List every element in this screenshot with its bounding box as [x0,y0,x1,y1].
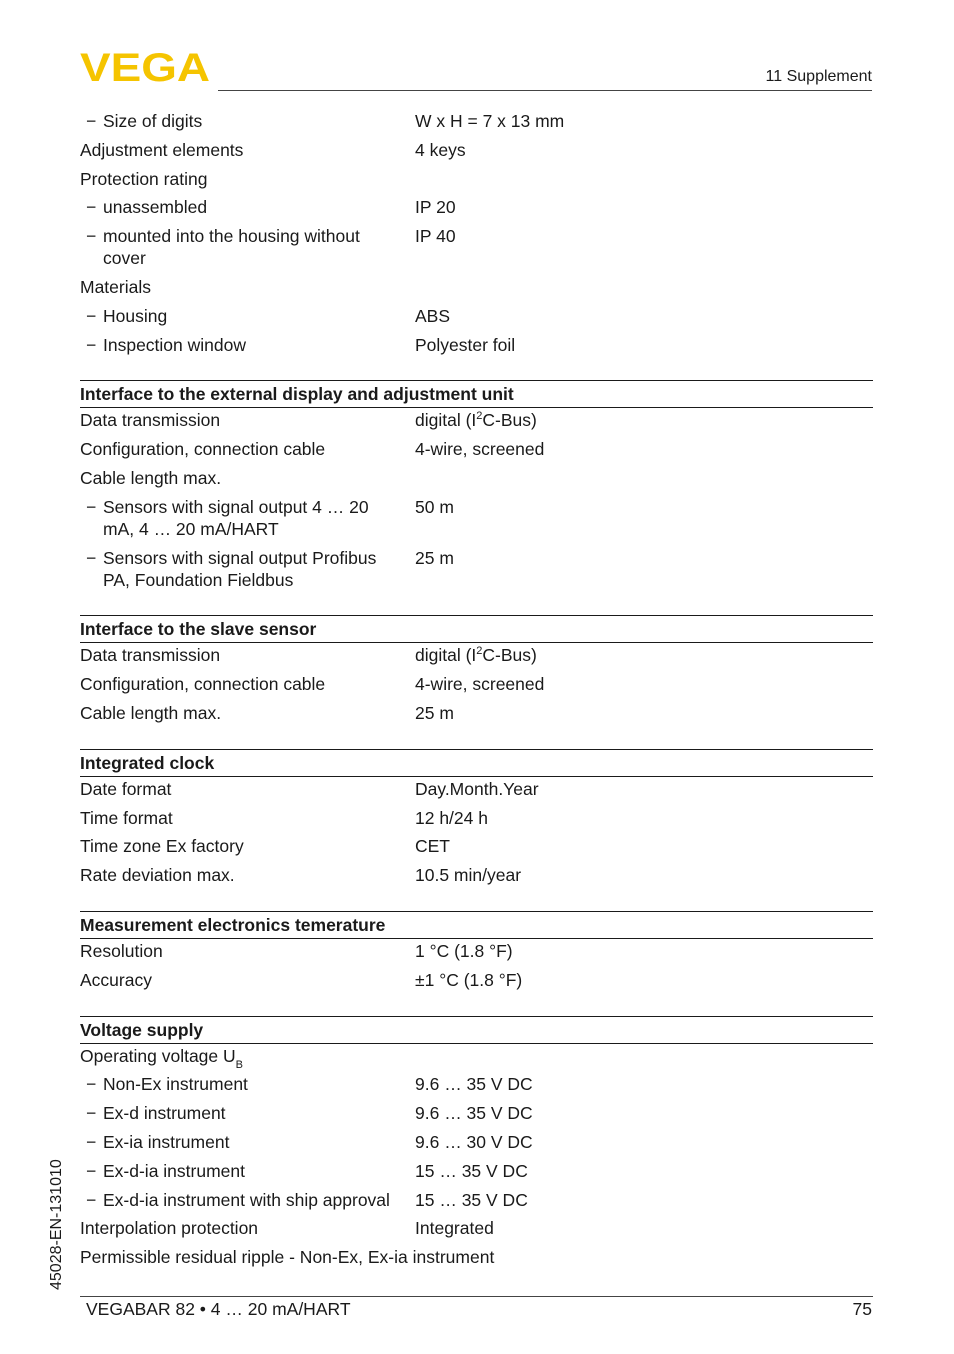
spec-label: Time format [80,807,173,828]
spec-label: − Ex-ia instrument [80,1131,403,1153]
spec-label: Cable length max. [80,702,222,723]
spec-label: − Non-Ex instrument [80,1073,403,1095]
spec-row [80,969,873,998]
section-heading: Measurement electronics temerature [80,911,873,939]
spec-value: 1 °C (1.8 °F) [415,940,513,961]
spec-label: Configuration, connection cable [80,439,326,460]
spec-sub-row [80,1131,873,1160]
spec-label: Materials [80,276,151,297]
spec-value: Polyester foil [415,334,516,355]
spec-value: digital $(I^2C-Bus)$ [415,410,537,431]
spec-label: − mounted into the housing without cover [80,225,403,269]
spec-label: Protection rating [80,168,208,189]
spec-table [80,110,873,1275]
spec-value: CET [415,836,450,857]
spec-sub-row [80,1189,873,1218]
spec-label: − Housing [80,305,403,327]
spec-label: Accuracy [80,969,152,990]
footer-product: VEGABAR 82 • 4 … 20 mA/HART [86,1299,351,1319]
spec-label: − Ex-d-ia instrument [80,1160,403,1182]
spec-row [80,1045,873,1074]
spec-value: 10.5 min/year [415,865,522,886]
spec-row [80,467,873,496]
spec-value: 50 m [415,496,454,517]
spec-value: 25 m [415,547,454,568]
section-heading: Interface to the slave sensor [80,615,873,643]
spec-value: 15 … 35 V DC [415,1160,528,1181]
spec-value: 4-wire, screened [415,674,545,695]
spec-value: ABS [415,305,451,326]
section-label: 11 Supplement [765,68,872,85]
spec-row [80,807,873,836]
spec-row [80,139,873,168]
footer-rule [80,1296,873,1297]
spec-value: 4-wire, screened [415,439,545,460]
spec-label: − Inspection window [80,334,403,356]
spec-row [80,940,873,969]
header-rule [218,90,872,91]
spec-value: digital $(I^2C-Bus)$ [415,645,537,666]
spec-label: Data transmission [80,410,221,431]
spec-value: 4 keys [415,139,466,160]
section-heading: Voltage supply [80,1016,873,1044]
spec-label: Resolution [80,940,163,961]
spec-label: − Sensors with signal output Profibus PA, Foundation Fieldbus [80,547,403,591]
spec-row [80,835,873,864]
section-heading: Integrated clock [80,749,873,777]
spec-label: Time zone Ex factory [80,836,244,857]
spec-row [80,276,873,305]
spec-row [80,644,873,673]
spec-row [80,409,873,438]
spec-sub-row [80,1073,873,1102]
spec-label: − unassembled [80,196,403,218]
spec-value: ±1 °C (1.8 °F) [415,969,523,990]
spec-sub-row [80,547,873,598]
spec-label: Permissible residual ripple - Non-Ex, Ex-ia instrument [80,1247,495,1268]
spec-label: − Ex-d-ia instrument with ship approval [80,1189,403,1211]
spec-row [80,1217,873,1246]
spec-label: − Ex-d instrument [80,1102,403,1124]
spec-label: Data transmission [80,645,221,666]
spec-value: 9.6 … 30 V DC [415,1131,533,1152]
spec-label: Adjustment elements [80,139,244,160]
spec-sub-row [80,334,873,363]
spec-sub-row [80,1102,873,1131]
document-number: 45028-EN-131010 [48,1159,65,1290]
spec-row [80,864,873,893]
spec-label: Interpolation protection [80,1218,259,1239]
section-heading: Interface to the external display and adjustment unit [80,380,873,408]
spec-value: 9.6 … 35 V DC [415,1074,533,1095]
vega-logo [80,50,212,84]
spec-value: 15 … 35 V DC [415,1189,528,1210]
spec-value: IP 20 [415,197,456,218]
spec-row [80,702,873,731]
spec-value: Integrated [415,1218,494,1239]
page-number: 75 [852,1299,872,1319]
spec-value: W x H = 7 x 13 mm [415,111,565,131]
spec-row [80,778,873,807]
spec-label: − Sensors with signal output 4 … 20 mA, 4 … 20 mA/HART [80,496,403,540]
spec-label: Cable length max. [80,467,222,488]
spec-label: Rate deviation max. [80,865,235,886]
spec-sub-row [80,110,873,139]
spec-value: 12 h/24 h [415,807,488,828]
spec-sub-row [80,1160,873,1189]
spec-label: Operating voltage $U_B$ [80,1045,243,1071]
spec-sub-row [80,496,873,547]
spec-sub-row [80,196,873,225]
spec-value: 25 m [415,702,454,723]
spec-value: Day.Month.Year [415,778,539,799]
spec-row [80,673,873,702]
spec-label: Configuration, connection cable [80,674,326,695]
spec-label: − Size of digits [80,110,403,132]
spec-sub-row [80,225,873,276]
spec-value: IP 40 [415,226,456,247]
spec-label: Date format [80,778,172,799]
spec-row [80,168,873,197]
spec-sub-row [80,305,873,334]
spec-value: 9.6 … 35 V DC [415,1103,533,1124]
spec-row [80,438,873,467]
spec-row [80,1246,873,1275]
logo-text: VEGA [80,50,210,84]
